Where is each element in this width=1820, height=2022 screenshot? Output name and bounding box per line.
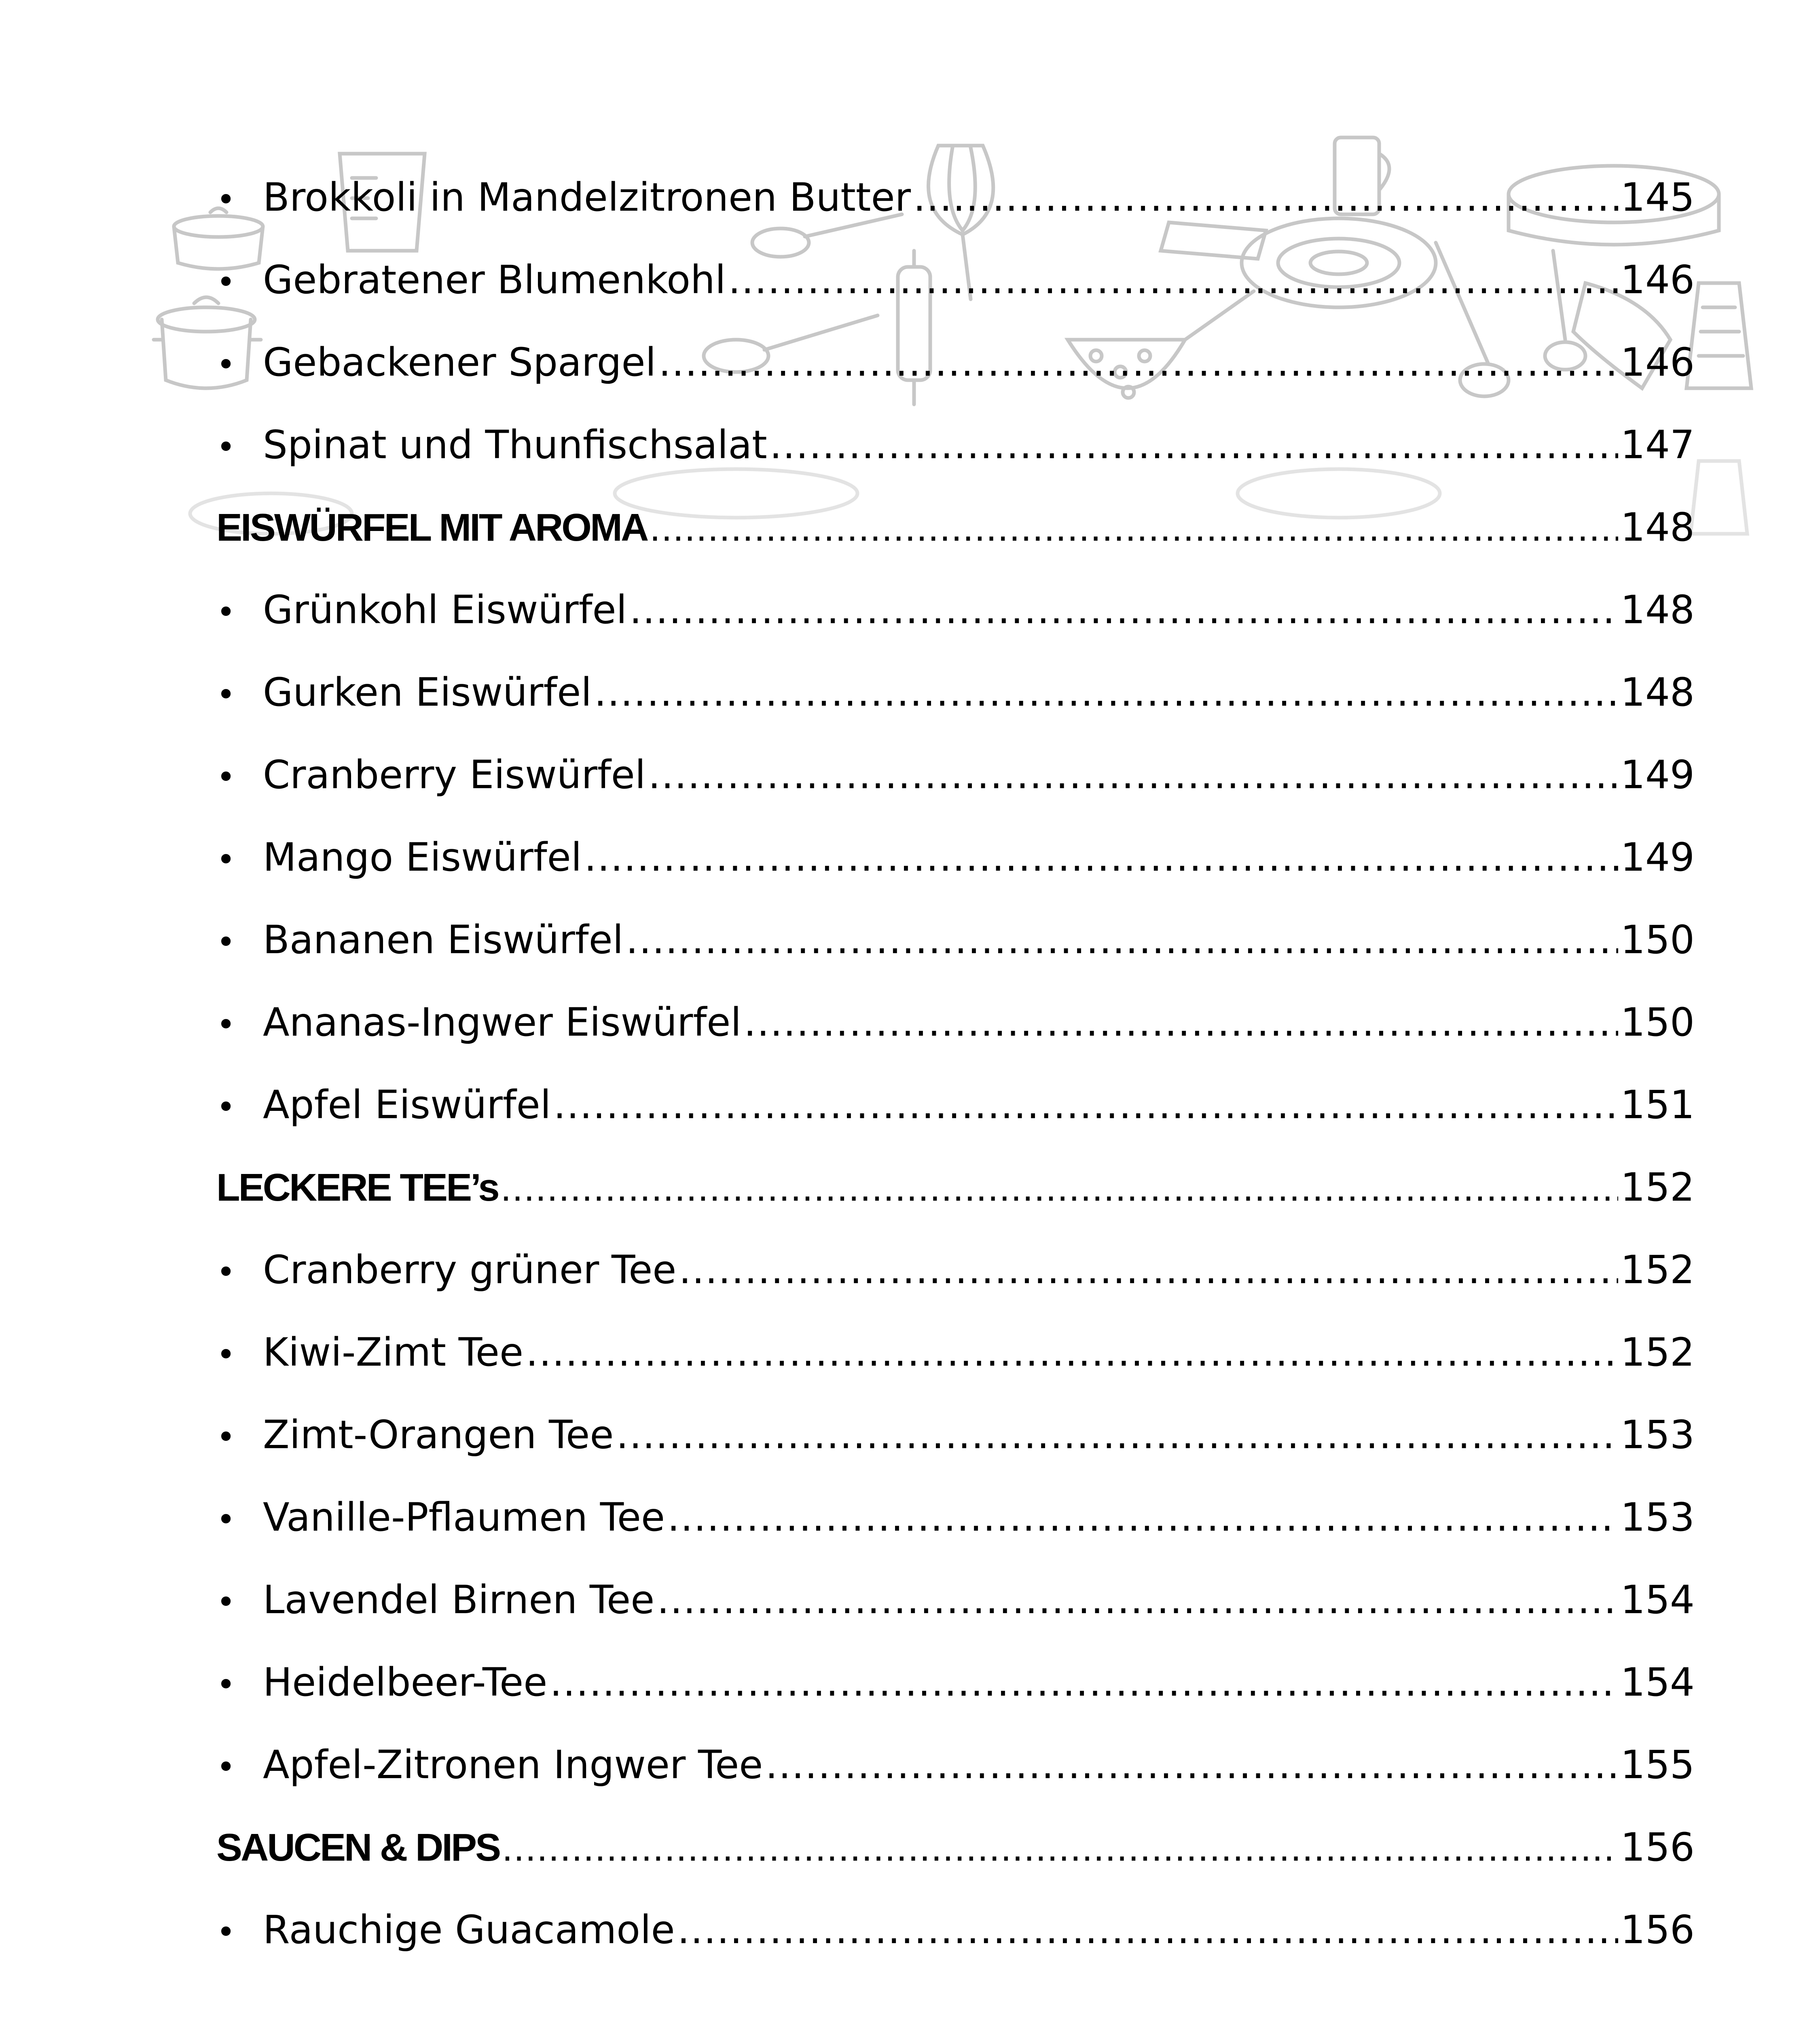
dot-leader [501,1146,1618,1229]
toc-entry[interactable] [216,1559,1695,1641]
dot-leader [650,486,1618,569]
toc-entry-title: Gebackener Spargel [263,340,656,385]
bullet-icon: • [216,346,236,383]
toc-page-number: 156 [1620,1907,1695,1952]
toc-section-title: LECKERE TEE’s [216,1166,498,1209]
dot-leader [677,1889,1618,1971]
toc-page-number: 147 [1620,422,1695,467]
toc-entry[interactable] [216,569,1695,651]
toc-section-heading[interactable] [216,1146,1695,1229]
toc-entry[interactable] [216,899,1695,981]
toc-page-number: 148 [1620,505,1695,550]
dot-leader [553,1064,1618,1146]
bullet-icon: • [216,923,236,961]
toc-section-heading[interactable] [216,486,1695,569]
toc-entry[interactable] [216,1476,1695,1559]
toc-entry-title: Rauchige Guacamole [263,1907,675,1952]
toc-page-number: 154 [1620,1577,1695,1622]
bullet-icon: • [216,1088,236,1126]
toc-entry-title: Brokkoli in Mandelzitronen Butter [263,175,911,220]
toc-page-number: 154 [1620,1660,1695,1705]
toc-page-number: 148 [1620,670,1695,715]
toc-section-title: EISWÜRFEL MIT AROMA [216,506,648,549]
toc-entry-title: Gurken Eiswürfel [263,670,592,715]
bullet-icon: • [216,841,236,878]
toc-entry-title: Apfel Eiswürfel [263,1082,551,1127]
toc-entry[interactable] [216,404,1695,486]
toc-entry[interactable] [216,816,1695,899]
dot-leader [679,1229,1618,1311]
dot-leader [658,321,1618,404]
bullet-icon: • [216,1666,236,1703]
bullet-icon: • [216,1583,236,1621]
toc-page-number: 149 [1620,835,1695,880]
dot-leader [667,1476,1618,1559]
toc-entry-title: Vanille-Pflaumen Tee [263,1495,665,1540]
bullet-icon: • [216,1253,236,1291]
toc-entry[interactable] [216,156,1695,239]
toc-entry-title: Zimt-Orangen Tee [263,1412,614,1457]
dot-leader [770,404,1618,486]
dot-leader [744,981,1618,1064]
bullet-icon: • [216,428,236,466]
bullet-icon: • [216,758,236,796]
toc-entry[interactable] [216,1724,1695,1806]
toc-entry-title: Cranberry grüner Tee [263,1247,677,1292]
bullet-icon: • [216,1501,236,1538]
toc-entry[interactable] [216,651,1695,734]
toc-page-number: 150 [1620,1000,1695,1045]
toc-page-number: 146 [1620,340,1695,385]
toc-section-heading[interactable] [216,1806,1695,1889]
toc-page-number: 149 [1620,752,1695,797]
bullet-icon: • [216,676,236,713]
toc-page-number: 156 [1620,1825,1695,1870]
table-of-contents [216,156,1695,1971]
toc-entry-title: Ananas-Ingwer Eiswürfel [263,1000,742,1045]
toc-entry[interactable] [216,1641,1695,1724]
toc-entry[interactable] [216,981,1695,1064]
dot-leader [629,569,1618,651]
bullet-icon: • [216,593,236,631]
toc-entry[interactable] [216,321,1695,404]
toc-page-number: 152 [1620,1247,1695,1292]
toc-entry[interactable] [216,239,1695,321]
toc-entry[interactable] [216,734,1695,816]
toc-page-number: 148 [1620,587,1695,632]
dot-leader [765,1724,1618,1806]
dot-leader [728,239,1618,321]
dot-leader [526,1311,1618,1394]
toc-entry-title: Heidelbeer-Tee [263,1660,548,1705]
dot-leader [502,1806,1618,1889]
toc-page-number: 151 [1620,1082,1695,1127]
toc-entry-title: Lavendel Birnen Tee [263,1577,655,1622]
dot-leader [626,899,1618,981]
toc-entry[interactable] [216,1394,1695,1476]
toc-page-number: 152 [1620,1330,1695,1375]
dot-leader [616,1394,1618,1476]
bullet-icon: • [216,1748,236,1786]
bullet-icon: • [216,1913,236,1951]
toc-entry-title: Bananen Eiswürfel [263,917,624,962]
toc-entry-title: Kiwi-Zimt Tee [263,1330,524,1375]
toc-entry[interactable] [216,1064,1695,1146]
toc-page-number: 153 [1620,1495,1695,1540]
toc-entry-title: Grünkohl Eiswürfel [263,587,627,632]
toc-entry-title: Gebratener Blumenkohl [263,257,726,302]
dot-leader [594,651,1618,734]
dot-leader [648,734,1618,816]
toc-section-title: SAUCEN & DIPS [216,1826,500,1869]
toc-entry-title: Cranberry Eiswürfel [263,752,646,797]
bullet-icon: • [216,181,236,218]
toc-page-number: 150 [1620,917,1695,962]
dot-leader [584,816,1618,899]
toc-page-number: 146 [1620,257,1695,302]
bullet-icon: • [216,1336,236,1373]
grater-icon [1687,283,1751,388]
toc-page-number: 153 [1620,1412,1695,1457]
toc-entry-title: Mango Eiswürfel [263,835,582,880]
dot-leader [550,1641,1618,1724]
bullet-icon: • [216,263,236,301]
toc-entry[interactable] [216,1311,1695,1394]
toc-page-number: 152 [1620,1165,1695,1210]
dot-leader [913,156,1618,239]
bullet-icon: • [216,1418,236,1456]
toc-entry-title: Spinat und Thunfischsalat [263,422,767,467]
toc-entry[interactable] [216,1889,1695,1971]
toc-page-number: 155 [1620,1742,1695,1787]
bullet-icon: • [216,1006,236,1043]
toc-entry-title: Apfel-Zitronen Ingwer Tee [263,1742,763,1787]
toc-entry[interactable] [216,1229,1695,1311]
dot-leader [657,1559,1618,1641]
toc-page-number: 145 [1620,175,1695,220]
